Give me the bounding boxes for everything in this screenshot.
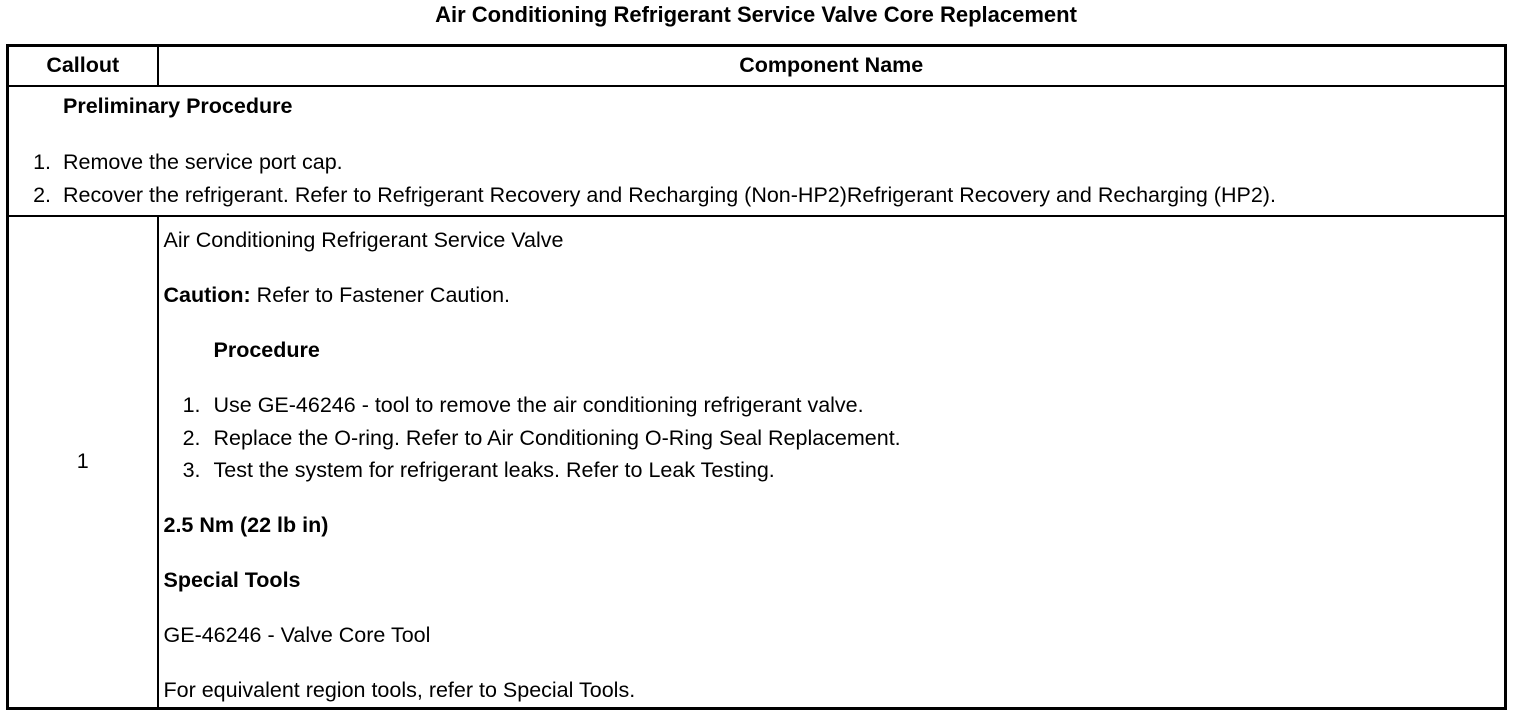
prelim-step-1-text: Remove the service port cap.	[63, 149, 343, 174]
prelim-step-1-number: 1.	[33, 149, 51, 174]
table-header-row	[8, 46, 1506, 86]
equivalent-tools-note: For equivalent region tools, refer to Special Tools.	[163, 677, 636, 702]
table-row	[8, 216, 1506, 709]
prelim-step-2-number: 2.	[33, 182, 51, 207]
procedure-step-1-text: Use GE-46246 - tool to remove the air conditioning refrigerant valve.	[213, 392, 864, 417]
preliminary-row	[8, 86, 1506, 216]
callout-number: 1	[76, 449, 89, 474]
component-cell	[158, 216, 1506, 709]
special-tool-item: GE-46246 - Valve Core Tool	[163, 622, 431, 647]
component-table	[6, 44, 1507, 710]
caution-label: Caution:	[163, 282, 251, 307]
procedure-step-2-text: Replace the O-ring. Refer to Air Conditioning O-Ring Seal Replacement.	[213, 425, 901, 450]
preliminary-heading: Preliminary Procedure	[63, 93, 293, 118]
procedure-step-2-number: 2.	[182, 425, 201, 450]
component-name: Air Conditioning Refrigerant Service Valve	[163, 227, 564, 252]
caution-text: Refer to Fastener Caution.	[250, 282, 511, 307]
procedure-step-3-number: 3.	[182, 457, 201, 482]
component-name-header: Component Name	[158, 46, 1506, 86]
procedure-step-3-text: Test the system for refrigerant leaks. Refer to Leak Testing.	[213, 457, 775, 482]
caution-line	[164, 282, 511, 308]
procedure-heading: Procedure	[213, 337, 320, 362]
torque-spec: 2.5 Nm (22 lb in)	[163, 512, 329, 537]
prelim-step-2-text: Recover the refrigerant. Refer to Refrigerant Recovery and Recharging (Non-HP2)Refrigerant Recovery and Recharging (HP2).	[63, 182, 1276, 207]
callout-header: Callout	[8, 46, 158, 86]
page-title: Air Conditioning Refrigerant Service Valve Core Replacement	[435, 2, 1077, 27]
procedure-step-1-number: 1.	[182, 392, 201, 417]
callout-cell	[8, 216, 158, 709]
special-tools-heading: Special Tools	[163, 567, 301, 592]
preliminary-cell	[8, 86, 1506, 216]
